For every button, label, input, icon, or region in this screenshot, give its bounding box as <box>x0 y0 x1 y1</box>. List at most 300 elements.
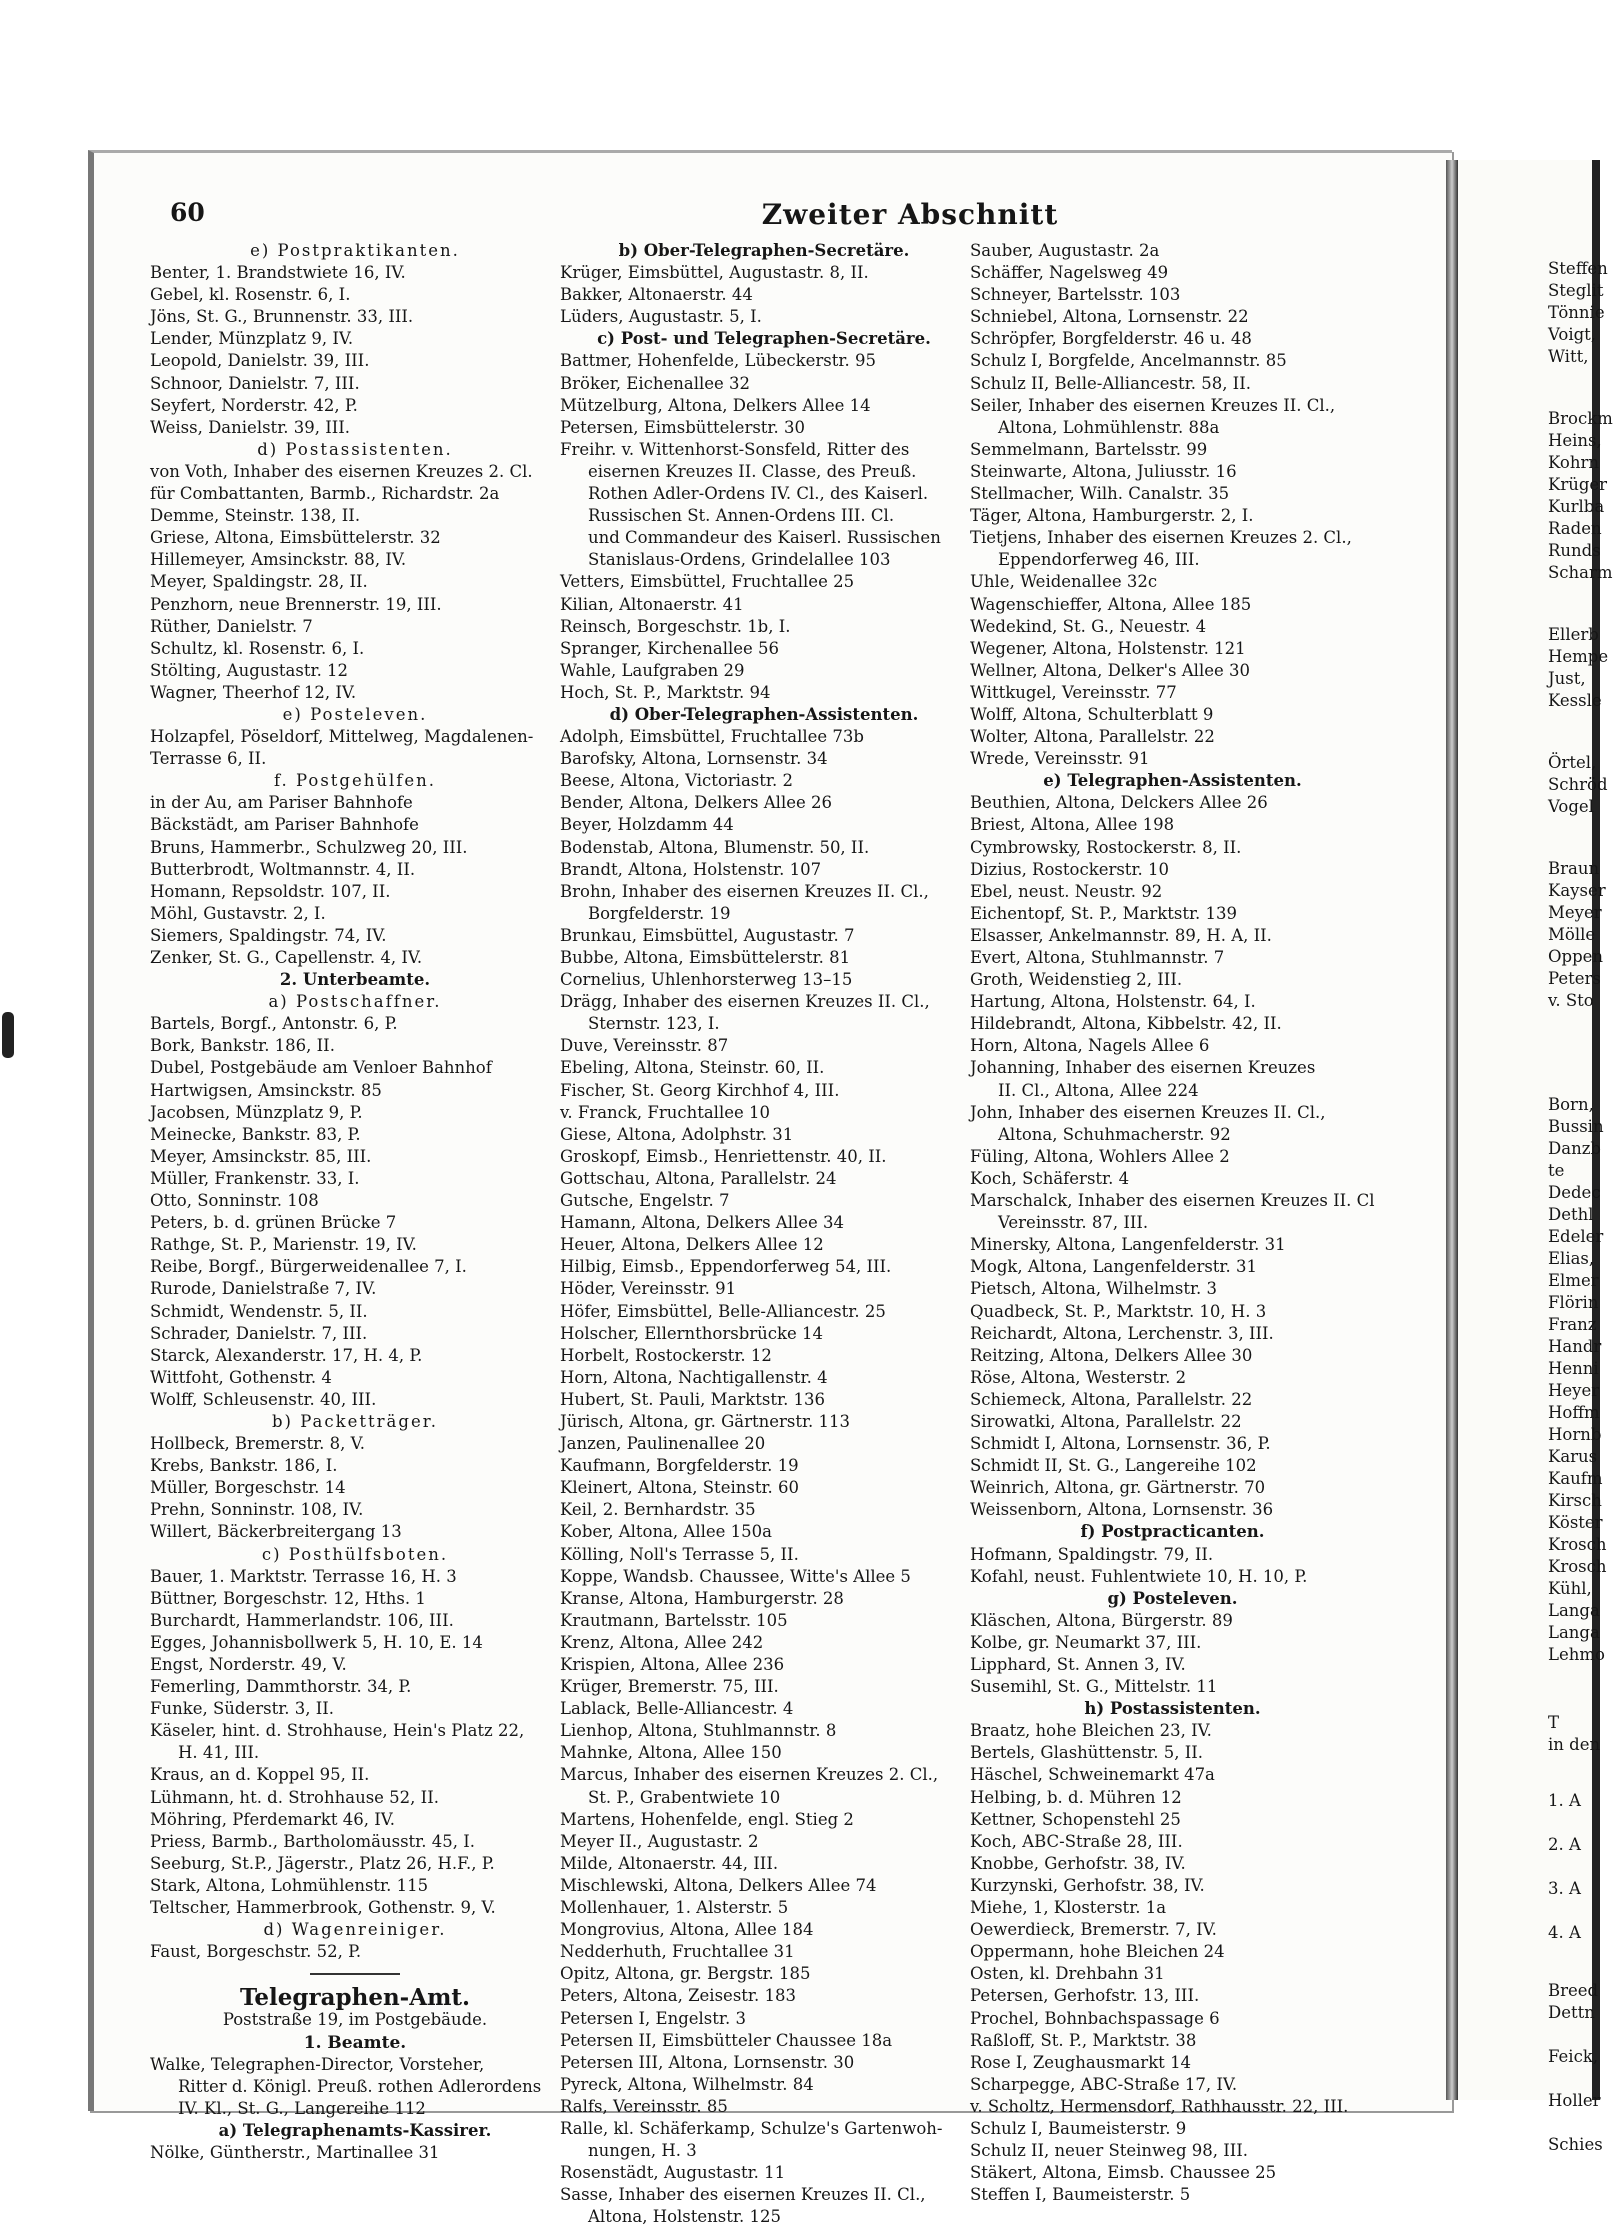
entry-line: Holscher, Ellernthorsbrücke 14 <box>560 1323 824 1343</box>
entry-line: Mahnke, Altona, Allee 150 <box>560 1743 782 1763</box>
entry-continuation: Sternstr. 123, I. <box>588 1014 720 1034</box>
entry-line: Briest, Altona, Allee 198 <box>970 815 1175 835</box>
entry-line: Schrader, Danielstr. 7, III. <box>150 1323 368 1343</box>
fragment-line: Vogel <box>1548 797 1594 816</box>
fragment-line: Voigt, <box>1548 325 1597 344</box>
entry-line: Drägg, Inhaber des eisernen Kreuzes II. Cl., <box>560 992 930 1012</box>
entry-line: Stellmacher, Wilh. Canalstr. 35 <box>970 484 1230 504</box>
entry-line: Marcus, Inhaber des eisernen Kreuzes 2. Cl., <box>560 1765 939 1785</box>
fragment-line: Heins, <box>1548 431 1602 450</box>
entry-line: Wellner, Altona, Delker's Allee 30 <box>970 660 1251 680</box>
fragment-line: te <box>1548 1161 1565 1180</box>
entry-line: Büttner, Borgeschstr. 12, Hths. 1 <box>150 1588 426 1608</box>
entry-line: Hollbeck, Bremerstr. 8, V. <box>150 1434 365 1454</box>
fragment-line: Meyer <box>1548 903 1602 922</box>
entry-line: Groskopf, Eimsb., Henriettenstr. 40, II. <box>560 1146 887 1166</box>
entry-line: Leopold, Danielstr. 39, III. <box>150 351 370 371</box>
entry-line: Quadbeck, St. P., Marktstr. 10, H. 3 <box>970 1301 1267 1321</box>
entry-line: Schniebel, Altona, Lornsenstr. 22 <box>970 307 1249 327</box>
entry-line: Holzapfel, Pöseldorf, Mittelweg, Magdalenen- <box>150 727 534 747</box>
entry-line: Mollenhauer, 1. Alsterstr. 5 <box>560 1898 789 1918</box>
entry-line: Milde, Altonaerstr. 44, III. <box>560 1853 779 1873</box>
entry-line: Gutsche, Engelstr. 7 <box>560 1191 730 1211</box>
entry-line: Kober, Altona, Allee 150a <box>560 1522 772 1542</box>
entry-line: Hofmann, Spaldingstr. 79, II. <box>970 1544 1214 1564</box>
entry-line: Mischlewski, Altona, Delkers Allee 74 <box>560 1875 877 1895</box>
entry-line: Faust, Borgeschstr. 52, P. <box>150 1942 362 1962</box>
entry-line: Sasse, Inhaber des eisernen Kreuzes II. Cl., <box>560 2185 926 2205</box>
column-1 <box>150 240 560 2164</box>
entry-line: Rose I, Zeughausmarkt 14 <box>970 2052 1192 2072</box>
entry-line: Möhring, Pferdemarkt 46, IV. <box>150 1809 396 1829</box>
entry-continuation: II. Cl., Altona, Allee 224 <box>998 1080 1199 1100</box>
fragment-line: 4. A <box>1548 1923 1581 1942</box>
entry-line: Lüders, Augustastr. 5, I. <box>560 307 762 327</box>
section-heading: e) Telegraphen-Assistenten. <box>1043 771 1302 791</box>
entry-line: Kettner, Schopenstehl 25 <box>970 1809 1181 1829</box>
entry-line: Krebs, Bankstr. 186, I. <box>150 1456 338 1476</box>
entry-line: Adolph, Eimsbüttel, Fruchtallee 73b <box>560 727 864 747</box>
entry-line: Butterbrodt, Woltmannstr. 4, II. <box>150 859 416 879</box>
entry-line: Opitz, Altona, gr. Bergstr. 185 <box>560 1964 811 1984</box>
column-2 <box>560 240 968 2228</box>
entry-line: Mogk, Altona, Langenfelderstr. 31 <box>970 1257 1257 1277</box>
entry-line: Horn, Altona, Nachtigallenstr. 4 <box>560 1367 828 1387</box>
fragment-line: Krüger <box>1548 475 1608 494</box>
entry-line: Benter, 1. Brandstwiete 16, IV. <box>150 263 406 283</box>
entry-continuation: Vereinsstr. 87, III. <box>998 1213 1149 1233</box>
entry-line: Griese, Altona, Eimsbüttelerstr. 32 <box>150 528 441 548</box>
entry-line: Vetters, Eimsbüttel, Fruchtallee 25 <box>560 572 855 592</box>
fragment-line: Mölle <box>1548 925 1596 944</box>
page-heading: Zweiter Abschnitt <box>761 198 1059 231</box>
entry-line: Tietjens, Inhaber des eisernen Kreuzes 2. Cl., <box>970 528 1352 548</box>
entry-line: Osten, kl. Drehbahn 31 <box>970 1964 1165 1984</box>
entry-line: Weinrich, Altona, gr. Gärtnerstr. 70 <box>970 1478 1266 1498</box>
fragment-line: Kühl, <box>1548 1579 1592 1598</box>
section-heading: e) Posteleven. <box>282 704 428 724</box>
entry-line: Uhle, Weidenallee 32c <box>970 572 1158 592</box>
entry-line: Fischer, St. Georg Kirchhof 4, III. <box>560 1080 840 1100</box>
entry-line: Bertels, Glashüttenstr. 5, II. <box>970 1743 1204 1763</box>
section-heading: b) Packetträger. <box>271 1411 439 1431</box>
fragment-line: Peters <box>1548 969 1601 988</box>
entry-continuation: St. P., Grabentwiete 10 <box>588 1787 781 1807</box>
entry-line: Wittkugel, Vereinsstr. 77 <box>970 682 1177 702</box>
entry-line: Hamann, Altona, Delkers Allee 34 <box>560 1213 845 1233</box>
entry-line: Peters, b. d. grünen Brücke 7 <box>150 1213 397 1233</box>
entry-line: Meyer, Amsinckstr. 85, III. <box>150 1146 372 1166</box>
entry-line: Wagenschieffer, Altona, Allee 185 <box>970 594 1252 614</box>
entry-line: Burchardt, Hammerlandstr. 106, III. <box>150 1610 454 1630</box>
entry-line: Kofahl, neust. Fuhlentwiete 10, H. 10, P. <box>970 1566 1308 1586</box>
fragment-line: Kayser <box>1548 881 1606 900</box>
fragment-line: Elias, <box>1548 1249 1595 1268</box>
entry-line: Bender, Altona, Delkers Allee 26 <box>560 793 832 813</box>
entry-line: Stark, Altona, Lohmühlenstr. 115 <box>150 1875 429 1895</box>
entry-line: Bork, Bankstr. 186, II. <box>150 1036 335 1056</box>
section-heading: d) Ober-Telegraphen-Assistenten. <box>609 704 919 724</box>
entry-line: Lender, Münzplatz 9, IV. <box>150 329 354 349</box>
entry-line: Teltscher, Hammerbrook, Gothenstr. 9, V. <box>150 1898 496 1918</box>
entry-line: Bartels, Borgf., Antonstr. 6, P. <box>150 1014 398 1034</box>
entry-line: Kranse, Altona, Hamburgerstr. 28 <box>560 1588 844 1608</box>
entry-line: Wolff, Altona, Schulterblatt 9 <box>970 704 1214 724</box>
entry-line: Schulz II, neuer Steinweg 98, III. <box>970 2141 1249 2161</box>
entry-line: Hillemeyer, Amsinckstr. 88, IV. <box>150 550 407 570</box>
fragment-line: Tönnie <box>1548 303 1605 322</box>
entry-line: Schmidt I, Altona, Lornsenstr. 36, P. <box>970 1434 1271 1454</box>
entry-line: Siemers, Spaldingstr. 74, IV. <box>150 925 387 945</box>
fragment-line: Born, <box>1548 1095 1594 1114</box>
entry-line: Müller, Borgeschstr. 14 <box>150 1478 346 1498</box>
entry-line: Koch, ABC-Straße 28, III. <box>970 1831 1183 1851</box>
fragment-line: Ellerb <box>1548 625 1599 644</box>
entry-line: Pietsch, Altona, Wilhelmstr. 3 <box>970 1279 1218 1299</box>
fragment-line: Köster <box>1548 1513 1603 1532</box>
entry-line: Brunkau, Eimsbüttel, Augustastr. 7 <box>560 925 855 945</box>
fragment-line: Bussin <box>1548 1117 1604 1136</box>
entry-line: Brandt, Altona, Holstenstr. 107 <box>560 859 822 879</box>
entry-line: Battmer, Hohenfelde, Lübeckerstr. 95 <box>560 351 876 371</box>
entry-line: Freihr. v. Wittenhorst-Sonsfeld, Ritter des <box>560 439 910 459</box>
fragment-line: Scharm <box>1548 563 1613 582</box>
entry-line: Hoch, St. P., Marktstr. 94 <box>560 682 771 702</box>
entry-line: Horbelt, Rostockerstr. 12 <box>560 1345 772 1365</box>
entry-line: Barofsky, Altona, Lornsenstr. 34 <box>560 749 828 769</box>
entry-line: v. Franck, Fruchtallee 10 <box>560 1102 771 1122</box>
entry-line: Priess, Barmb., Bartholomäusstr. 45, I. <box>150 1831 475 1851</box>
fragment-line: Langa <box>1548 1623 1600 1642</box>
entry-line: Prochel, Bohnbachspassage 6 <box>970 2008 1220 2028</box>
entry-line: Miehe, 1, Klosterstr. 1a <box>970 1898 1167 1918</box>
entry-line: Jacobsen, Münzplatz 9, P. <box>150 1102 363 1122</box>
entry-line: Petersen II, Eimsbütteler Chaussee 18a <box>560 2030 893 2050</box>
entry-line: Füling, Altona, Wohlers Allee 2 <box>970 1146 1230 1166</box>
entry-line: Bäckstädt, am Pariser Bahnhofe <box>150 815 419 835</box>
entry-line: Weiss, Danielstr. 39, III. <box>150 417 351 437</box>
entry-line: Dizius, Rostockerstr. 10 <box>970 859 1169 879</box>
fragment-line: Dettn <box>1548 2003 1595 2022</box>
fragment-line: 3. A <box>1548 1879 1581 1898</box>
entry-line: Gebel, kl. Rosenstr. 6, I. <box>150 285 351 305</box>
fragment-line: Steglit <box>1548 281 1604 300</box>
entry-line: Hilbig, Eimsb., Eppendorferweg 54, III. <box>560 1257 892 1277</box>
fragment-line: Breed <box>1548 1981 1599 2000</box>
entry-line: Krispien, Altona, Allee 236 <box>560 1655 785 1674</box>
entry-line: Giese, Altona, Adolphstr. 31 <box>560 1124 794 1144</box>
entry-line: Kraus, an d. Koppel 95, II. <box>150 1765 370 1785</box>
entry-line: Homann, Repsoldstr. 107, II. <box>150 881 391 901</box>
fragment-line: Dethl <box>1548 1205 1594 1224</box>
entry-line: Krüger, Bremerstr. 75, III. <box>560 1677 779 1697</box>
entry-line: Susemihl, St. G., Mittelstr. 11 <box>970 1677 1218 1697</box>
fragment-line: Schies <box>1548 2135 1603 2154</box>
section-heading: f) Postpracticanten. <box>1080 1522 1265 1542</box>
fragment-line: Flörin <box>1548 1293 1599 1312</box>
section-heading: d) Postassistenten. <box>257 439 453 459</box>
entry-line: Egges, Johannisbollwerk 5, H. 10, E. 14 <box>150 1632 483 1652</box>
fragment-line: Krosch <box>1548 1557 1607 1576</box>
fragment-line: Feick, <box>1548 2047 1599 2066</box>
fragment-line: Braun <box>1548 859 1600 878</box>
entry-line: Krenz, Altona, Allee 242 <box>560 1632 764 1652</box>
entry-line: Eichentopf, St. P., Marktstr. 139 <box>970 903 1238 923</box>
entry-line: Semmelmann, Bartelsstr. 99 <box>970 439 1208 459</box>
entry-line: Höfer, Eimsbüttel, Belle-Alliancestr. 25 <box>560 1301 886 1321</box>
fragment-line: Dedec <box>1548 1183 1601 1202</box>
entry-line: Helbing, b. d. Mühren 12 <box>970 1787 1182 1807</box>
entry-line: Evert, Altona, Stuhlmannstr. 7 <box>970 948 1225 967</box>
entry-continuation: H. 41, III. <box>178 1743 260 1763</box>
entry-continuation: Altona, Holstenstr. 125 <box>588 2207 781 2227</box>
entry-line: Otto, Sonninstr. 108 <box>150 1191 319 1211</box>
entry-line: Keil, 2. Bernhardstr. 35 <box>560 1500 756 1520</box>
fragment-line: Kohrn <box>1548 453 1599 472</box>
entry-line: Spranger, Kirchenallee 56 <box>560 638 780 658</box>
entry-continuation: Russischen St. Annen-Ordens III. Cl. <box>588 506 895 526</box>
entry-line: Seiler, Inhaber des eisernen Kreuzes II. Cl., <box>970 395 1336 415</box>
fragment-line: Lehmo <box>1548 1645 1605 1664</box>
entry-line: Cymbrowsky, Rostockerstr. 8, II. <box>970 837 1242 857</box>
entry-line: Meinecke, Bankstr. 83, P. <box>150 1124 361 1144</box>
entry-line: Johanning, Inhaber des eisernen Kreuzes <box>970 1058 1316 1078</box>
entry-line: Kleinert, Altona, Steinstr. 60 <box>560 1478 800 1498</box>
section-heading: f. Postgehülfen. <box>273 771 437 791</box>
entry-line: Ebel, neust. Neustr. 92 <box>970 881 1163 901</box>
entry-line: von Voth, Inhaber des eisernen Kreuzes 2. Cl. <box>150 461 533 481</box>
fragment-line: Just, <box>1548 669 1586 688</box>
entry-line: Sauber, Augustastr. 2a <box>970 241 1160 260</box>
fragment-line: Steffen <box>1548 259 1608 278</box>
entry-continuation: und Commandeur des Kaiserl. Russischen <box>588 528 941 548</box>
entry-line: Brohn, Inhaber des eisernen Kreuzes II. Cl., <box>560 881 929 901</box>
fragment-line: Runds <box>1548 541 1601 560</box>
entry-line: Mongrovius, Altona, Allee 184 <box>560 1920 814 1940</box>
entry-continuation: Eppendorferweg 46, III. <box>998 550 1200 570</box>
section-heading: d) Wagenreiniger. <box>263 1920 447 1940</box>
entry-line: Lablack, Belle-Alliancestr. 4 <box>560 1699 794 1719</box>
entry-line: Stölting, Augustastr. 12 <box>150 660 349 680</box>
entry-line: Wegener, Altona, Holstenstr. 121 <box>970 638 1246 658</box>
entry-continuation: Altona, Schuhmacherstr. 92 <box>998 1124 1231 1144</box>
fragment-line: Karus <box>1548 1447 1598 1466</box>
page-fold <box>1446 160 1458 2100</box>
entry-line: Bakker, Altonaerstr. 44 <box>560 285 753 305</box>
entry-line: Schiemeck, Altona, Parallelstr. 22 <box>970 1389 1253 1409</box>
entry-line: Petersen, Gerhofstr. 13, III. <box>970 1986 1200 2006</box>
entry-line: Cornelius, Uhlenhorsterweg 13–15 <box>560 970 853 990</box>
entry-line: Rathge, St. P., Marienstr. 19, IV. <box>150 1235 417 1255</box>
entry-line: Koch, Schäferstr. 4 <box>970 1168 1130 1188</box>
entry-line: Prehn, Sonninstr. 108, IV. <box>150 1500 364 1520</box>
entry-line: Lipphard, St. Annen 3, IV. <box>970 1655 1186 1674</box>
section-heading: b) Ober-Telegraphen-Secretäre. <box>618 241 910 260</box>
fragment-line: Kessle <box>1548 691 1602 710</box>
entry-line: Reinsch, Borgeschstr. 1b, I. <box>560 616 791 636</box>
entry-line: Bauer, 1. Marktstr. Terrasse 16, H. 3 <box>150 1566 457 1586</box>
center-line: Poststraße 19, im Postgebäude. <box>222 2010 488 2030</box>
entry-line: Funke, Süderstr. 3, II. <box>150 1699 335 1719</box>
entry-line: Rüther, Danielstr. 7 <box>150 616 313 636</box>
entry-line: Dubel, Postgebäude am Venloer Bahnhof <box>150 1058 492 1078</box>
side-tab-marker <box>2 1012 14 1058</box>
entry-line: Scharpegge, ABC-Straße 17, IV. <box>970 2074 1238 2094</box>
entry-line: Weissenborn, Altona, Lornsenstr. 36 <box>970 1500 1274 1520</box>
fragment-line: 2. A <box>1548 1835 1581 1854</box>
entry-line: Hartung, Altona, Holstenstr. 64, I. <box>970 992 1256 1012</box>
entry-continuation: Ritter d. Königl. Preuß. rothen Adlerordens <box>178 2076 542 2096</box>
section-heading: e) Postpraktikanten. <box>250 241 460 260</box>
entry-line: Duve, Vereinsstr. 87 <box>560 1036 729 1056</box>
fragment-line: Örtel, <box>1548 753 1597 772</box>
entry-line: Engst, Norderstr. 49, V. <box>150 1655 347 1674</box>
fragment-line: Franz <box>1548 1315 1597 1334</box>
entry-line: in der Au, am Pariser Bahnhofe <box>150 793 413 813</box>
fragment-line: Danzb <box>1548 1139 1601 1158</box>
entry-line: Steinwarte, Altona, Juliusstr. 16 <box>970 461 1237 481</box>
fragment-line: Henni <box>1548 1359 1599 1378</box>
entry-line: Oewerdieck, Bremerstr. 7, IV. <box>970 1920 1217 1940</box>
entry-line: Käseler, hint. d. Strohhause, Hein's Platz 22, <box>150 1721 525 1741</box>
entry-line: v. Scholtz, Hermensdorf, Rathhausstr. 22, III. <box>970 2096 1349 2116</box>
entry-line: Willert, Bäckerbreitergang 13 <box>150 1522 402 1542</box>
fragment-line: Schröd <box>1548 775 1608 794</box>
fragment-line: Witt, <box>1548 347 1589 366</box>
entry-line: Wagner, Theerhof 12, IV. <box>150 682 357 702</box>
fragment-line: Holler <box>1548 2091 1601 2110</box>
fragment-line: Oppen <box>1548 947 1604 966</box>
entry-line: Janzen, Paulinenallee 20 <box>560 1434 766 1454</box>
entry-line: Meyer II., Augustastr. 2 <box>560 1831 759 1851</box>
entry-line: Kurzynski, Gerhofstr. 38, IV. <box>970 1875 1205 1895</box>
entry-line: Steffen I, Baumeisterstr. 5 <box>970 2185 1191 2205</box>
entry-line: Braatz, hohe Bleichen 23, IV. <box>970 1721 1212 1741</box>
entry-line: Lühmann, ht. d. Strohhause 52, II. <box>150 1787 439 1807</box>
fragment-line: 1. A <box>1548 1791 1581 1810</box>
entry-line: Mützelburg, Altona, Delkers Allee 14 <box>560 395 871 415</box>
entry-line: Penzhorn, neue Brennerstr. 19, III. <box>150 594 442 614</box>
entry-line: Elsasser, Ankelmannstr. 89, H. A, II. <box>970 925 1272 945</box>
entry-line: Reichardt, Altona, Lerchenstr. 3, III. <box>970 1323 1274 1343</box>
entry-line: Kölling, Noll's Terrasse 5, II. <box>560 1544 799 1564</box>
entry-line: Koppe, Wandsb. Chaussee, Witte's Allee 5 <box>560 1566 911 1586</box>
fragment-line: in den <box>1548 1735 1601 1754</box>
entry-line: Ralle, kl. Schäferkamp, Schulze's Gartenwoh- <box>560 2118 943 2138</box>
entry-continuation: Stanislaus-Ordens, Grindelallee 103 <box>588 550 891 570</box>
entry-line: Heuer, Altona, Delkers Allee 12 <box>560 1235 824 1255</box>
entry-line: Krautmann, Bartelsstr. 105 <box>560 1610 788 1630</box>
entry-line: Gottschau, Altona, Parallelstr. 24 <box>560 1168 837 1188</box>
entry-line: Täger, Altona, Hamburgerstr. 2, I. <box>970 506 1254 526</box>
entry-line: Stäkert, Altona, Eimsb. Chaussee 25 <box>970 2163 1277 2183</box>
entry-line: Rurode, Danielstraße 7, IV. <box>150 1279 377 1299</box>
entry-line: Lienhop, Altona, Stuhlmannstr. 8 <box>560 1721 837 1741</box>
entry-line: Wahle, Laufgraben 29 <box>560 660 745 680</box>
section-heading: c) Post- und Telegraphen-Secretäre. <box>597 329 931 349</box>
section-heading: h) Postassistenten. <box>1084 1699 1261 1719</box>
entry-line: Zenker, St. G., Capellenstr. 4, IV. <box>150 948 423 967</box>
entry-line: Schulz I, Baumeisterstr. 9 <box>970 2118 1187 2138</box>
entry-continuation: Borgfelderstr. 19 <box>588 903 731 923</box>
entry-line: Marschalck, Inhaber des eisernen Kreuzes II. Cl <box>970 1191 1375 1211</box>
page-number: 60 <box>170 198 205 227</box>
entry-line: Raßloff, St. P., Marktstr. 38 <box>970 2030 1197 2050</box>
entry-line: Wittfoht, Gothenstr. 4 <box>150 1367 332 1387</box>
entry-line: Schmidt, Wendenstr. 5, II. <box>150 1301 368 1321</box>
entry-line: Schnoor, Danielstr. 7, III. <box>150 373 360 393</box>
entry-continuation: eisernen Kreuzes II. Classe, des Preuß. <box>588 461 917 481</box>
entry-line: Reitzing, Altona, Delkers Allee 30 <box>970 1345 1253 1365</box>
entry-line: Rosenstädt, Augustastr. 11 <box>560 2163 786 2183</box>
fragment-line: Krosch <box>1548 1535 1607 1554</box>
entry-line: Jürisch, Altona, gr. Gärtnerstr. 113 <box>560 1411 851 1431</box>
entry-line: Wolff, Schleusenstr. 40, III. <box>150 1389 377 1409</box>
fragment-line: Hornb <box>1548 1425 1602 1444</box>
office-title: Telegraphen-Amt. <box>239 1984 471 2012</box>
entry-line: Martens, Hohenfelde, engl. Stieg 2 <box>560 1809 854 1829</box>
fragment-line: Handr <box>1548 1337 1602 1356</box>
entry-line: Kaufmann, Borgfelderstr. 19 <box>560 1456 799 1476</box>
subsection-title: 1. Beamte. <box>303 2032 407 2053</box>
entry-line: Bröker, Eichenallee 32 <box>560 373 751 393</box>
entry-line: Beese, Altona, Victoriastr. 2 <box>560 771 793 791</box>
entry-line: für Combattanten, Barmb., Richardstr. 2a <box>150 484 500 504</box>
entry-line: Groth, Weidenstieg 2, III. <box>970 970 1183 990</box>
fragment-line: Elmer <box>1548 1271 1599 1290</box>
entry-line: Sirowatki, Altona, Parallelstr. 22 <box>970 1411 1242 1431</box>
entry-line: Wedekind, St. G., Neuestr. 4 <box>970 616 1207 636</box>
entry-line: Petersen III, Altona, Lornsenstr. 30 <box>560 2052 855 2072</box>
entry-line: Bubbe, Altona, Eimsbüttelerstr. 81 <box>560 948 851 967</box>
entry-line: Nedderhuth, Fruchtallee 31 <box>560 1942 795 1962</box>
entry-line: Hubert, St. Pauli, Marktstr. 136 <box>560 1389 826 1409</box>
section-heading: g) Posteleven. <box>1107 1588 1238 1608</box>
entry-line: Schäffer, Nagelsweg 49 <box>970 263 1169 283</box>
entry-continuation: nungen, H. 3 <box>588 2141 697 2161</box>
fragment-line: Kirsch <box>1548 1491 1602 1510</box>
entry-line: Petersen I, Engelstr. 3 <box>560 2008 746 2028</box>
fragment-line: Hempe <box>1548 647 1609 666</box>
fragment-line: Hoffm <box>1548 1403 1600 1422</box>
fragment-line: Langa <box>1548 1601 1600 1620</box>
entry-line: Demme, Steinstr. 138, II. <box>150 506 361 526</box>
entry-line: Femerling, Dammthorstr. 34, P. <box>150 1677 412 1697</box>
section-heading: a) Postschaffner. <box>268 992 442 1012</box>
entry-line: Nölke, Güntherstr., Martinallee 31 <box>150 2142 440 2162</box>
fragment-line: Edeler <box>1548 1227 1604 1246</box>
fragment-line: Brockm <box>1548 409 1613 428</box>
fragment-line: Heyer <box>1548 1381 1600 1400</box>
fragment-line: v. Sto <box>1548 991 1594 1010</box>
entry-line: Seeburg, St.P., Jägerstr., Platz 26, H.F., P. <box>150 1853 495 1873</box>
entry-line: Schulz II, Belle-Alliancestr. 58, II. <box>970 373 1251 393</box>
entry-line: Ebeling, Altona, Steinstr. 60, II. <box>560 1058 825 1078</box>
entry-line: Schröpfer, Borgfelderstr. 46 u. 48 <box>970 329 1252 349</box>
entry-line: Horn, Altona, Nagels Allee 6 <box>970 1036 1210 1056</box>
entry-line: Meyer, Spaldingstr. 28, II. <box>150 572 368 592</box>
entry-continuation: Rothen Adler-Ordens IV. Cl., des Kaiserl. <box>588 484 929 504</box>
entry-line: Petersen, Eimsbüttelerstr. 30 <box>560 417 805 437</box>
entry-line: Schulz I, Borgfelde, Ancelmannstr. 85 <box>970 351 1287 371</box>
entry-line: Wrede, Vereinsstr. 91 <box>970 749 1150 769</box>
entry-line: Reibe, Borgf., Bürgerweidenallee 7, I. <box>150 1257 467 1277</box>
entry-line: Müller, Frankenstr. 33, I. <box>150 1168 360 1188</box>
entry-line: Peters, Altona, Zeisestr. 183 <box>560 1986 796 2006</box>
entry-line: Bruns, Hammerbr., Schulzweg 20, III. <box>150 837 468 857</box>
entry-line: Krüger, Eimsbüttel, Augustastr. 8, II. <box>560 263 869 283</box>
section-heading: 2. Unterbeamte. <box>279 970 431 990</box>
